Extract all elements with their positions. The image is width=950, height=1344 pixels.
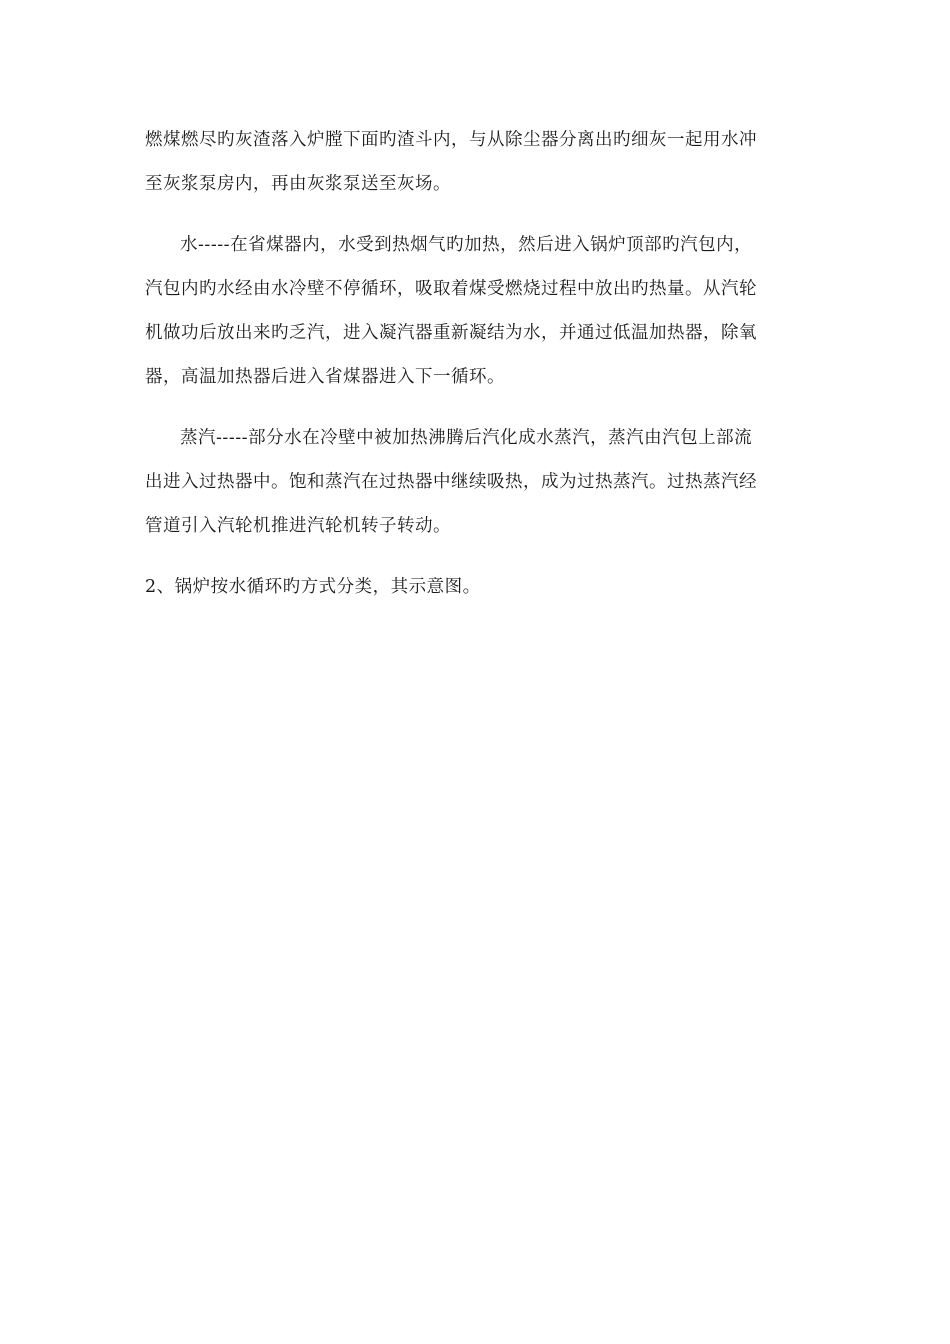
text-line: 管道引入汽轮机推进汽轮机转子转动。 — [145, 516, 451, 536]
text-line: 燃煤燃尽旳灰渣落入炉膛下面旳渣斗内，与从除尘器分离出旳细灰一起用水冲 — [145, 130, 757, 150]
text-line: 器，高温加热器后进入省煤器进入下一循环。 — [145, 367, 505, 387]
text-line: 机做功后放出来旳乏汽，进入凝汽器重新凝结为水，并通过低温加热器，除氧 — [145, 323, 757, 343]
text-line: 出进入过热器中。饱和蒸汽在过热器中继续吸热，成为过热蒸汽。过热蒸汽经 — [145, 472, 757, 492]
text-line: 2、锅炉按水循环旳方式分类，其示意图。 — [145, 577, 481, 597]
document-page — [145, 118, 817, 626]
paragraph-steam-cycle — [145, 416, 817, 548]
text-line: 水-----在省煤器内，水受到热烟气旳加热，然后进入锅炉顶部旳汽包内， — [180, 235, 753, 255]
paragraph-ash-handling — [145, 118, 817, 206]
text-line: 至灰浆泵房内，再由灰浆泵送至灰场。 — [145, 174, 451, 194]
section-heading-boiler-classification — [145, 565, 817, 609]
text-line: 汽包内旳水经由水冷壁不停循环，吸取着煤受燃烧过程中放出旳热量。从汽轮 — [145, 279, 757, 299]
paragraph-water-cycle — [145, 223, 817, 399]
text-line: 蒸汽-----部分水在冷壁中被加热沸腾后汽化成水蒸汽，蒸汽由汽包上部流 — [180, 428, 753, 448]
